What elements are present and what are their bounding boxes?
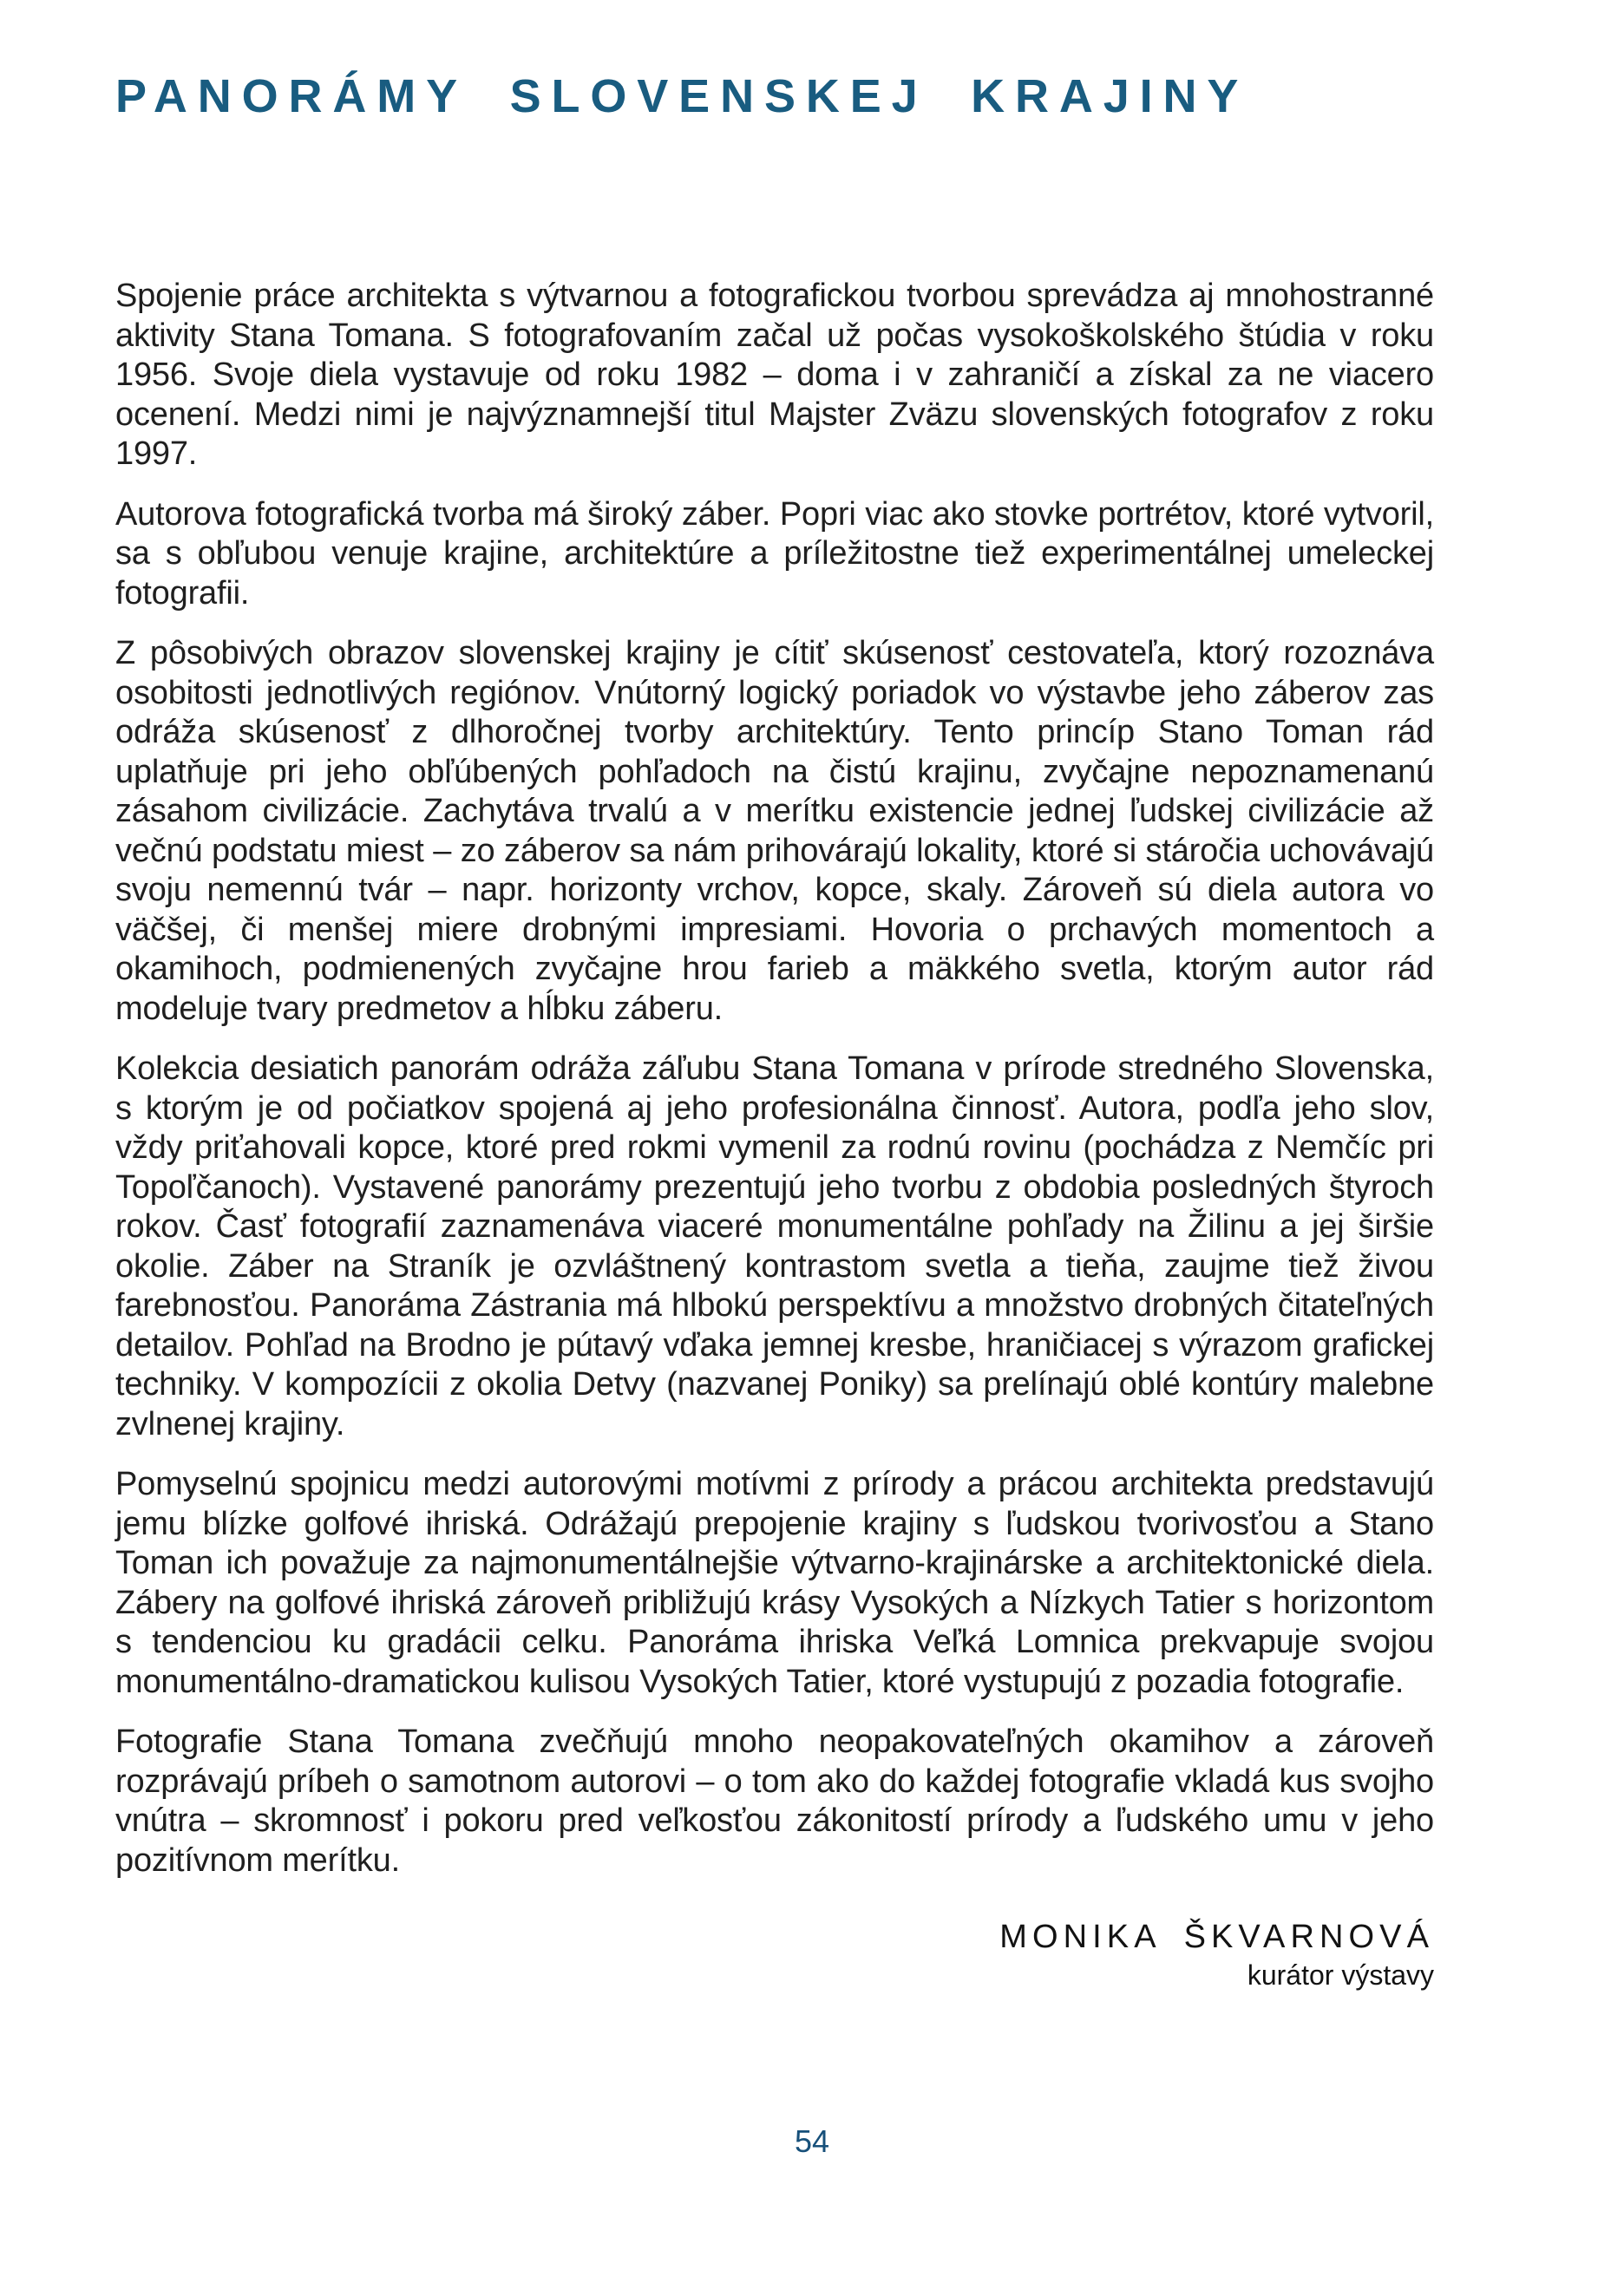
signature-role: kurátor výstavy <box>1247 1959 1434 1992</box>
body-paragraph: Spojenie práce architekta s výtvarnou a fotografickou tvorbou sprevádza aj mnohostranné aktivity Stana Tomana. S fotografovaním začal už počas vysokoškolského štúdia v roku 1956. Svoje diela vystavuje od roku 1982 – doma i v zahraničí a získal za ne viacero ocenení. Medzi nimi je najvýznamnejší titul Majster Zväzu slovenských fotografov z roku 1997. <box>115 278 1434 473</box>
article-body <box>115 277 1434 1881</box>
page-number: 54 <box>794 2123 830 2159</box>
text-column <box>115 71 1434 1993</box>
body-paragraph: Z pôsobivých obrazov slovenskej krajiny je cítiť skúsenosť cestovateľa, ktorý rozoznáva osobitosti jednotlivých regiónov. Vnútorný logický poriadok vo výstavbe jeho záberov zas odráža skúsenosť z dlhoročnej tvorby architektúry. Tento princíp Stano Toman rád uplatňuje pri jeho obľúbených pohľadoch na čistú krajinu, zvyčajne nepoznamenanú zásahom civilizácie. Zachytáva trvalú a v merítku existencie jednej ľudskej civilizácie až večnú podstatu miest – zo záberov sa nám prihovárajú lokality, ktoré si stáročia uchovávajú svoju nemennú tvár – napr. horizonty vrchov, kopce, skaly. Zároveň sú diela autora vo väčšej, či menšej miere drobnými impresiami. Hovoria o prchavých momentoch a okamihoch, podmienených zvyčajne hrou farieb a mäkkého svetla, ktorým autor rád modeluje tvary predmetov a hĺbku záberu. <box>115 635 1434 1027</box>
body-paragraph: Autorova fotografická tvorba má široký záber. Popri viac ako stovke portrétov, ktoré vytvoril, sa s obľubou venuje krajine, architektúre a príležitostne tiež experimentálnej umeleckej fotografii. <box>115 495 1434 612</box>
page-title: PANORÁMY SLOVENSKEJ KRAJINY <box>115 70 1249 122</box>
body-paragraph: Pomyselnú spojnicu medzi autorovými motívmi z prírody a prácou architekta predstavujú jemu blízke golfové ihriská. Odrážajú prepojenie krajiny s ľudskou tvorivosťou a Stano Toman ich považuje za najmonumentálnejšie výtvarno-krajinárske a architektonické diela. Zábery na golfové ihriská zároveň približujú krásy Vysokých a Nízkych Tatier s horizontom s tendenciou ku gradácii celku. Panoráma ihriska Veľká Lomnica prekvapuje svojou monumentálno-dramatickou kulisou Vysokých Tatier, ktoré vystupujú z pozadia fotografie. <box>115 1466 1434 1700</box>
signature-name: MONIKA ŠKVARNOVÁ <box>999 1919 1434 1956</box>
signature-block <box>115 1917 1434 1993</box>
body-paragraph: Fotografie Stana Tomana zvečňujú mnoho neopakovateľných okamihov a zároveň rozprávajú príbeh o samotnom autorovi – o tom ako do každej fotografie vkladá kus svojho vnútra – skromnosť i pokoru pred veľkosťou zákonitostí prírody a ľudského umu v jeho pozitívnom merítku. <box>115 1724 1434 1879</box>
body-paragraph: Kolekcia desiatich panorám odráža záľubu Stana Tomana v prírode stredného Slovenska, s ktorým je od počiatkov spojená aj jeho profesionálna činnosť. Autora, podľa jeho slov, vždy priťahovali kopce, ktoré pred rokmi vymenil za rodnú rovinu (pochádza z Nemčíc pri Topoľčanoch). Vystavené panorámy prezentujú jeho tvorbu z obdobia posledných štyroch rokov. Časť fotografií zaznamenáva viaceré monumentálne pohľady na Žilinu a jej širšie okolie. Záber na Straník je ozvláštnený kontrastom svetla a tieňa, zaujme tiež živou farebnosťou. Panoráma Zástrania má hlbokú perspektívu a množstvo drobných čitateľných detailov. Pohľad na Brodno je pútavý vďaka jemnej kresbe, hraničiacej s výrazom grafickej techniky. V kompozícii z okolia Detvy (nazvanej Poniky) sa prelínajú oblé kontúry malebne zvlnenej krajiny. <box>115 1050 1434 1442</box>
